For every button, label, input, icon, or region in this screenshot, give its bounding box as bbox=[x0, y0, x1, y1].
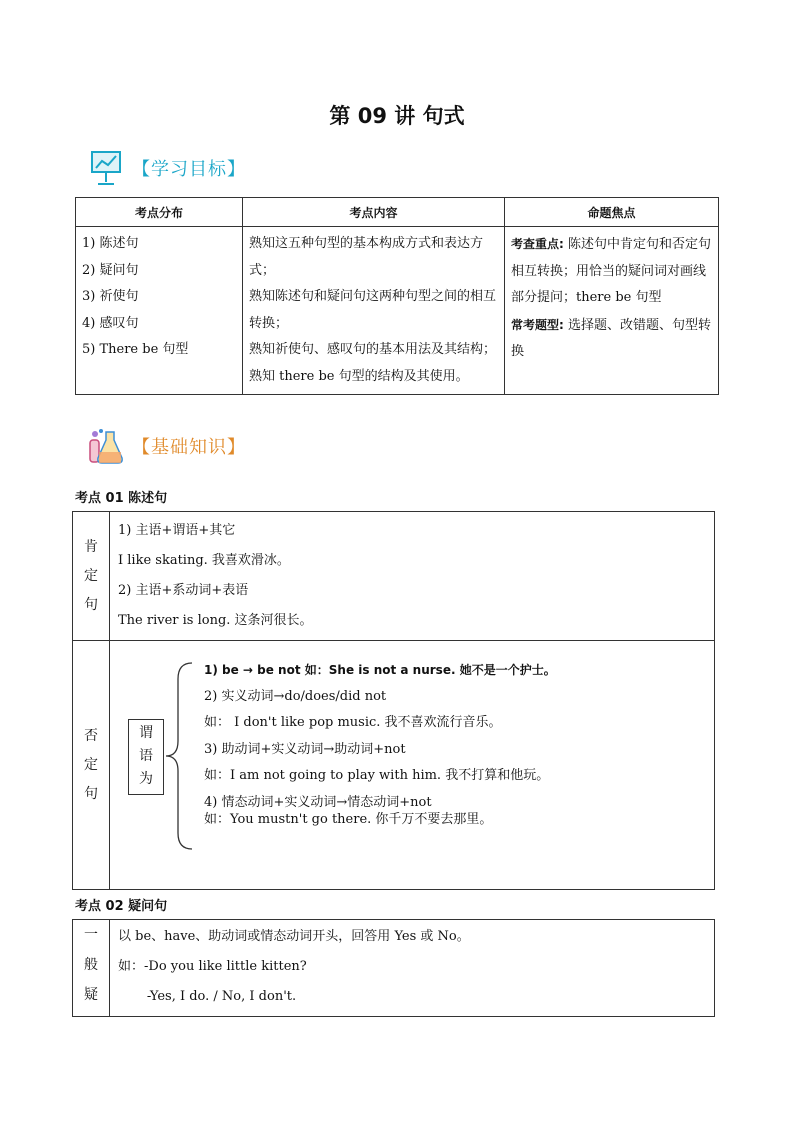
positive-side bbox=[73, 512, 110, 641]
focus-cell bbox=[505, 227, 719, 395]
list-item: 以 be、have、助动词或情态动词开头，回答用 Yes 或 No。 bbox=[118, 929, 470, 944]
list-item: 3) 助动词+实义动词→助动词+not bbox=[204, 741, 406, 757]
list-item: 如：You mustn't go there. 你千万不要去那里。 bbox=[204, 812, 493, 827]
list-item: 1) be → be not 如：She is not a nurse. 她不是一个护士。 bbox=[204, 663, 556, 677]
section-basic-knowledge bbox=[86, 426, 246, 466]
side-char: 般 bbox=[84, 957, 98, 973]
box-char: 谓 bbox=[139, 725, 153, 741]
brace-icon bbox=[164, 661, 194, 851]
side-char: 疑 bbox=[84, 987, 98, 1003]
negative-rules bbox=[204, 657, 556, 830]
general-body bbox=[110, 920, 715, 1017]
list-item: 2) 实义动词→do/does/did not bbox=[204, 688, 387, 704]
negative-side bbox=[73, 641, 110, 890]
objectives-table bbox=[75, 197, 719, 395]
focus-text: 陈述句中肯定句和否定句相互转换；用恰当的疑问词对画线部分提问；there be 句型 bbox=[511, 237, 711, 305]
list-item: 熟知祈使句、感叹句的基本用法及其结构； bbox=[249, 342, 497, 357]
list-item: 熟知 there be 句型的结构及其使用。 bbox=[249, 368, 469, 384]
presentation-board-icon bbox=[86, 148, 126, 188]
list-item: 1) 陈述句 bbox=[82, 236, 139, 251]
section-label: 【学习目标】 bbox=[132, 159, 246, 180]
side-char: 定 bbox=[84, 567, 98, 584]
types-text: 选择题、改错题、句型转换 bbox=[511, 317, 711, 359]
header-distribution: 考点分布 bbox=[76, 198, 243, 227]
side-char: 否 bbox=[84, 727, 98, 744]
list-item: 3) 祈使句 bbox=[82, 289, 139, 304]
box-char: 为 bbox=[139, 771, 153, 787]
focus-label: 考查重点: bbox=[511, 237, 564, 251]
list-item: 熟知陈述句和疑问句这两种句型之间的相互转换； bbox=[249, 289, 497, 331]
general-side bbox=[73, 920, 110, 1017]
header-focus: 命题焦点 bbox=[505, 198, 719, 227]
side-char: 句 bbox=[84, 785, 98, 802]
list-item: The river is long. 这条河很长。 bbox=[118, 613, 313, 628]
side-char: 句 bbox=[84, 596, 98, 613]
page-title: 第 09 讲 句式 bbox=[329, 104, 465, 128]
list-item: 5) There be 句型 bbox=[82, 342, 189, 357]
list-item: -Yes, I do. / No, I don't. bbox=[118, 989, 297, 1004]
list-item: 如：I am not going to play with him. 我不打算和他玩。 bbox=[204, 768, 550, 783]
list-item: I like skating. 我喜欢滑冰。 bbox=[118, 553, 290, 568]
side-char: 一 bbox=[84, 927, 98, 943]
lab-flask-icon bbox=[86, 426, 126, 466]
question-table bbox=[72, 919, 715, 1017]
kp1-title: 考点 01 陈述句 bbox=[75, 491, 168, 506]
list-item: 4) 情态动词+实义动词→情态动词+not bbox=[204, 794, 432, 810]
list-item: 2) 主语+系动词+表语 bbox=[118, 583, 249, 598]
side-char: 肯 bbox=[84, 538, 98, 555]
distribution-cell bbox=[76, 227, 243, 395]
list-item: 如： I don't like pop music. 我不喜欢流行音乐。 bbox=[204, 715, 502, 730]
kp2-title: 考点 02 疑问句 bbox=[75, 899, 168, 914]
statement-table bbox=[72, 511, 715, 890]
box-char: 语 bbox=[139, 748, 153, 764]
positive-body bbox=[110, 512, 715, 641]
types-label: 常考题型: bbox=[511, 317, 564, 332]
side-char: 定 bbox=[84, 756, 98, 773]
list-item: 熟知这五种句型的基本构成方式和表达方式； bbox=[249, 236, 484, 278]
content-cell bbox=[243, 227, 505, 395]
section-learning-goals bbox=[86, 148, 246, 188]
header-content: 考点内容 bbox=[243, 198, 505, 227]
list-item: 如：-Do you like little kitten? bbox=[118, 959, 307, 974]
list-item: 2) 疑问句 bbox=[82, 262, 139, 278]
list-item: 1) 主语+谓语+其它 bbox=[118, 523, 236, 538]
section-label: 【基础知识】 bbox=[132, 437, 246, 458]
negative-body bbox=[110, 641, 715, 890]
list-item: 4) 感叹句 bbox=[82, 315, 139, 331]
predicate-box bbox=[128, 719, 164, 795]
